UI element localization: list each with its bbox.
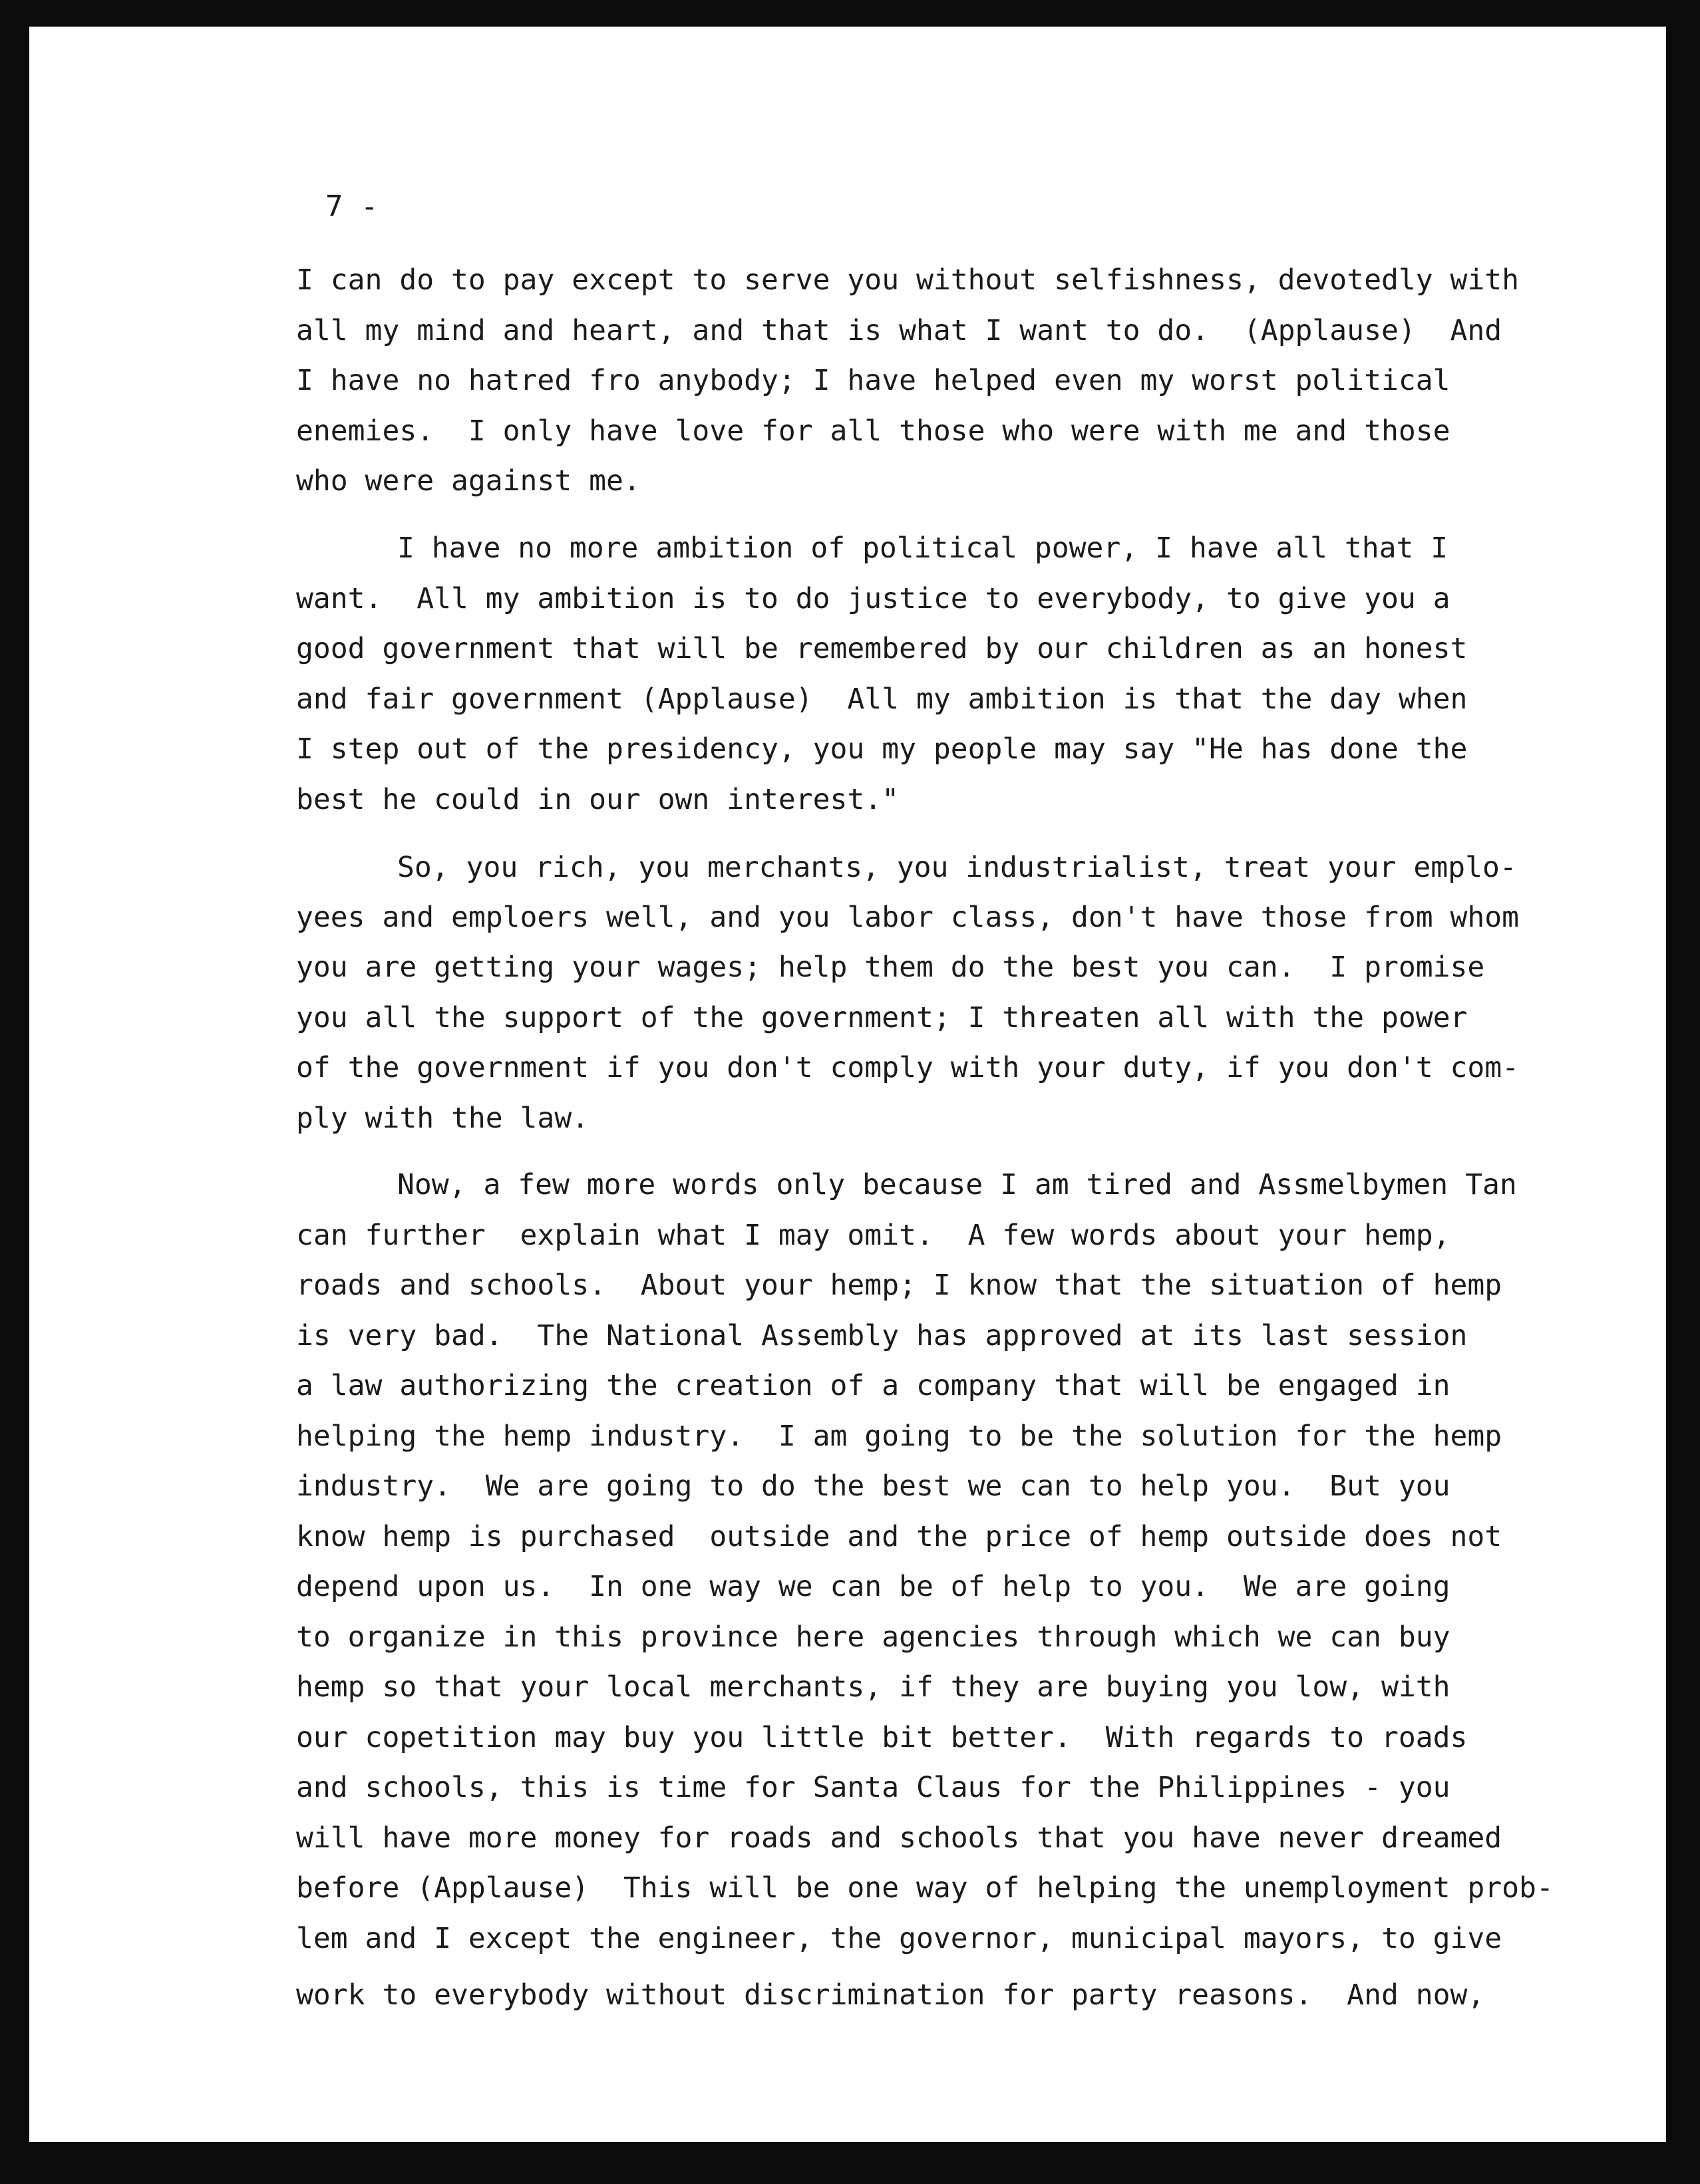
text-line: can further explain what I may omit. A few words about your hemp, [296, 1219, 1450, 1252]
text-line: I step out of the presidency, you my people may say "He has done the [296, 732, 1468, 766]
text-line: industry. We are going to do the best we can to help you. But you [296, 1470, 1450, 1503]
text-line: a law authorizing the creation of a company that will be engaged in [296, 1369, 1450, 1402]
text-line: before (Applause) This will be one way of helping the unemployment prob- [296, 1871, 1554, 1905]
text-line: I can do to pay except to serve you without selfishness, devotedly with [296, 263, 1520, 297]
text-line: I have no more ambition of political power, I have all that I [397, 532, 1448, 565]
text-line: to organize in this province here agencies through which we can buy [296, 1621, 1450, 1654]
text-line: you all the support of the government; I threaten all with the power [296, 1001, 1468, 1034]
text-line: work to everybody without discrimination for party reasons. And now, [296, 1978, 1485, 2012]
text-line: know hemp is purchased outside and the price of hemp outside does not [296, 1520, 1502, 1553]
text-line: depend upon us. In one way we can be of help to you. We are going [296, 1570, 1450, 1603]
text-line: all my mind and heart, and that is what I want to do. (Applause) And [296, 314, 1502, 347]
text-line: best he could in our own interest." [296, 783, 900, 816]
text-line: and fair government (Applause) All my ambition is that the day when [296, 683, 1468, 716]
text-line: and schools, this is time for Santa Claus for the Philippines - you [296, 1771, 1450, 1804]
text-line: will have more money for roads and schools that you have never dreamed [296, 1821, 1502, 1855]
page-number: 7 - [325, 190, 379, 224]
text-line: hemp so that your local merchants, if they are buying you low, with [296, 1670, 1450, 1704]
text-line: I have no hatred fro anybody; I have helped even my worst political [296, 364, 1450, 397]
text-line: of the government if you don't comply with your duty, if you don't com- [296, 1051, 1520, 1084]
text-line: roads and schools. About your hemp; I know that the situation of hemp [296, 1269, 1502, 1302]
text-line: ply with the law. [296, 1102, 590, 1135]
text-line: is very bad. The National Assembly has approved at its last session [296, 1319, 1468, 1352]
text-line: you are getting your wages; help them do the best you can. I promise [296, 951, 1485, 984]
text-line: who were against me. [296, 464, 641, 498]
text-line: So, you rich, you merchants, you industrialist, treat your emplo- [397, 851, 1517, 884]
text-line: our copetition may buy you little bit better. With regards to roads [296, 1721, 1468, 1754]
text-line: want. All my ambition is to do justice to everybody, to give you a [296, 582, 1450, 615]
text-line: helping the hemp industry. I am going to be the solution for the hemp [296, 1420, 1502, 1453]
text-line: enemies. I only have love for all those who were with me and those [296, 414, 1450, 448]
text-line: lem and I except the engineer, the governor, municipal mayors, to give [296, 1922, 1502, 1955]
text-line: yees and emploers well, and you labor class, don't have those from whom [296, 901, 1520, 934]
text-line: Now, a few more words only because I am tired and Assmelbymen Tan [397, 1168, 1517, 1201]
text-line: good government that will be remembered by our children as an honest [296, 632, 1468, 665]
